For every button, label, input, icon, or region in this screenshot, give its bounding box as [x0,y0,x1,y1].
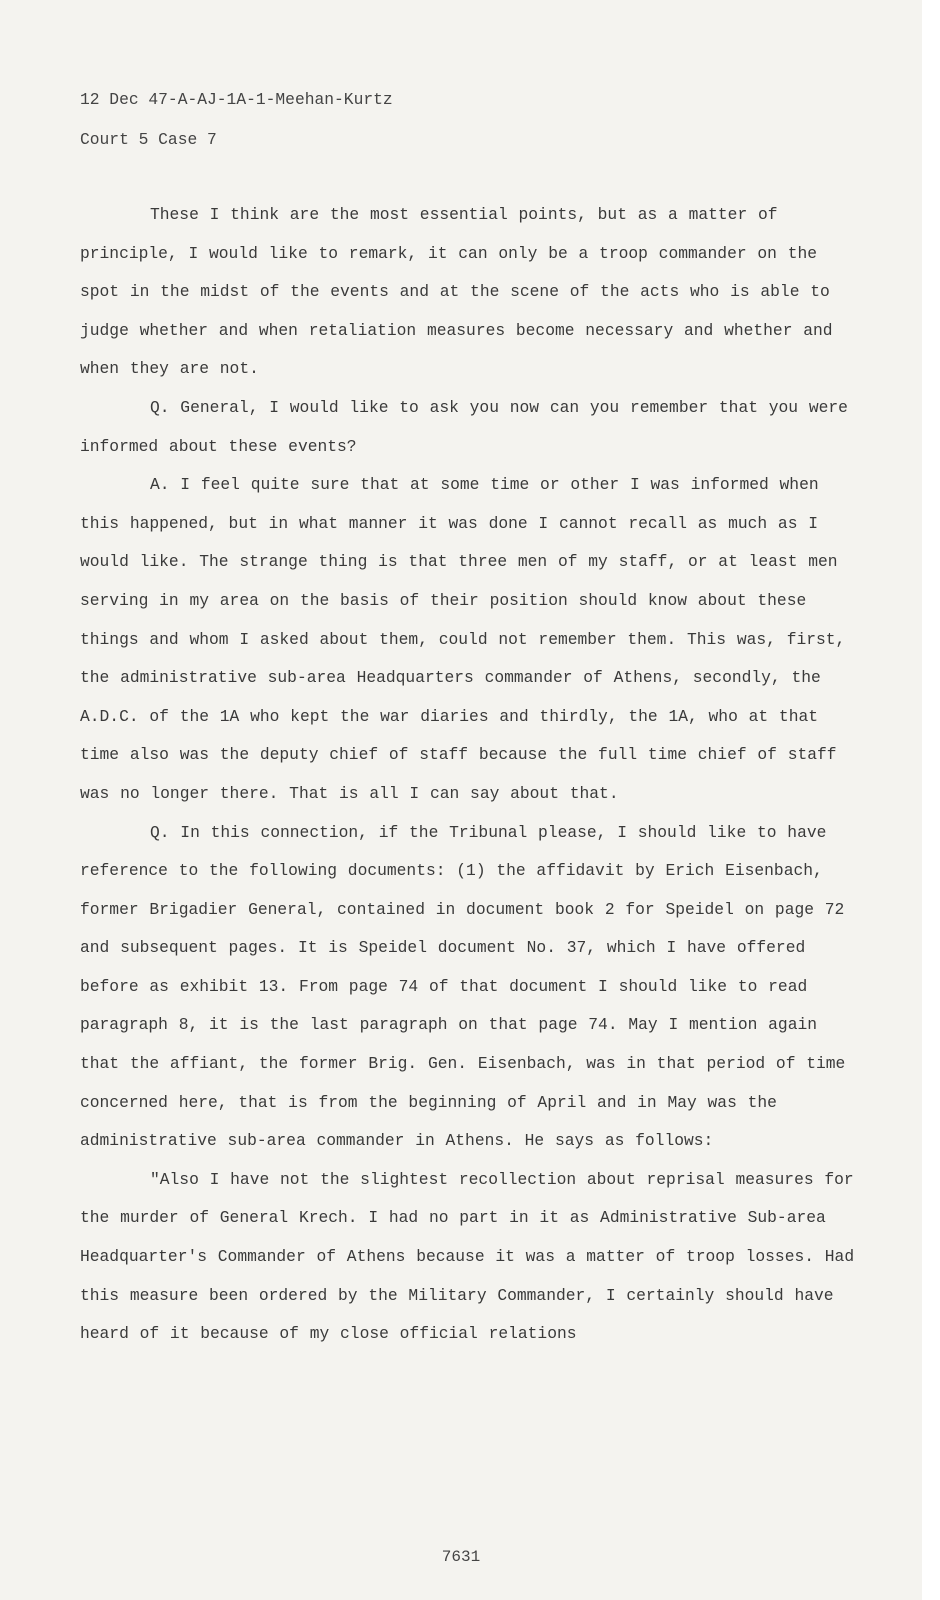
paragraph-statement: These I think are the most essential points, but as a matter of principle, I would like to remark, it can only be a troop commander on the spot in the midst of the events and at the scene of the acts who is able to judge whether and when retaliation measures become necessary and whether and when they are not. [80,205,833,379]
page-number: 7631 [441,1548,481,1566]
paragraph-question: Q. General, I would like to ask you now can you remember that you were informed about these events? [80,397,848,456]
paragraph-reference: Q. In this connection, if the Tribunal please, I should like to have reference to the following documents: (1) the affidavit by Erich Eisenbach, former Brigadier General, contained in document book 2 for Speidel on page 72 and subsequent pages. It is Speidel document No. 37, which I have offered before as exhibit 13. From page 74 of that document I should like to read paragraph 8, it is the last paragraph on that page 74. May I mention again that the affiant, the former Brig. Gen. Eisenbach, was in that period of time concerned here, that is from the beginning of April and in May was the administrative sub-area commander in Athens. He says as follows: [80,822,846,1151]
header-reference: 12 Dec 47-A-AJ-1A-1-Meehan-Kurtz [80,90,393,109]
document-body [80,196,860,1354]
document-header [80,80,393,160]
header-court-case: Court 5 Case 7 [80,130,217,149]
paragraph-quotation: "Also I have not the slightest recollection about reprisal measures for the murder of General Krech. I had no part in it as Administrative Sub-area Headquarter's Commander of Athens because it was a matter of troop losses. Had this measure been ordered by the Military Commander, I certainly should have heard of it because of my close official relations [80,1169,855,1344]
paragraph-answer: A. I feel quite sure that at some time or other I was informed when this happened, but in what manner it was done I cannot recall as much as I would like. The strange thing is that three men of my staff, or at least men serving in my area on the basis of their position should know about these things and whom I asked about them, could not remember them. This was, first, the administrative sub-area Headquarters commander of Athens, secondly, the A.D.C. of the 1A who kept the war diaries and thirdly, the 1A, who at that time also was the deputy chief of staff because the full time chief of staff was no longer there. That is all I can say about that. [80,475,846,803]
